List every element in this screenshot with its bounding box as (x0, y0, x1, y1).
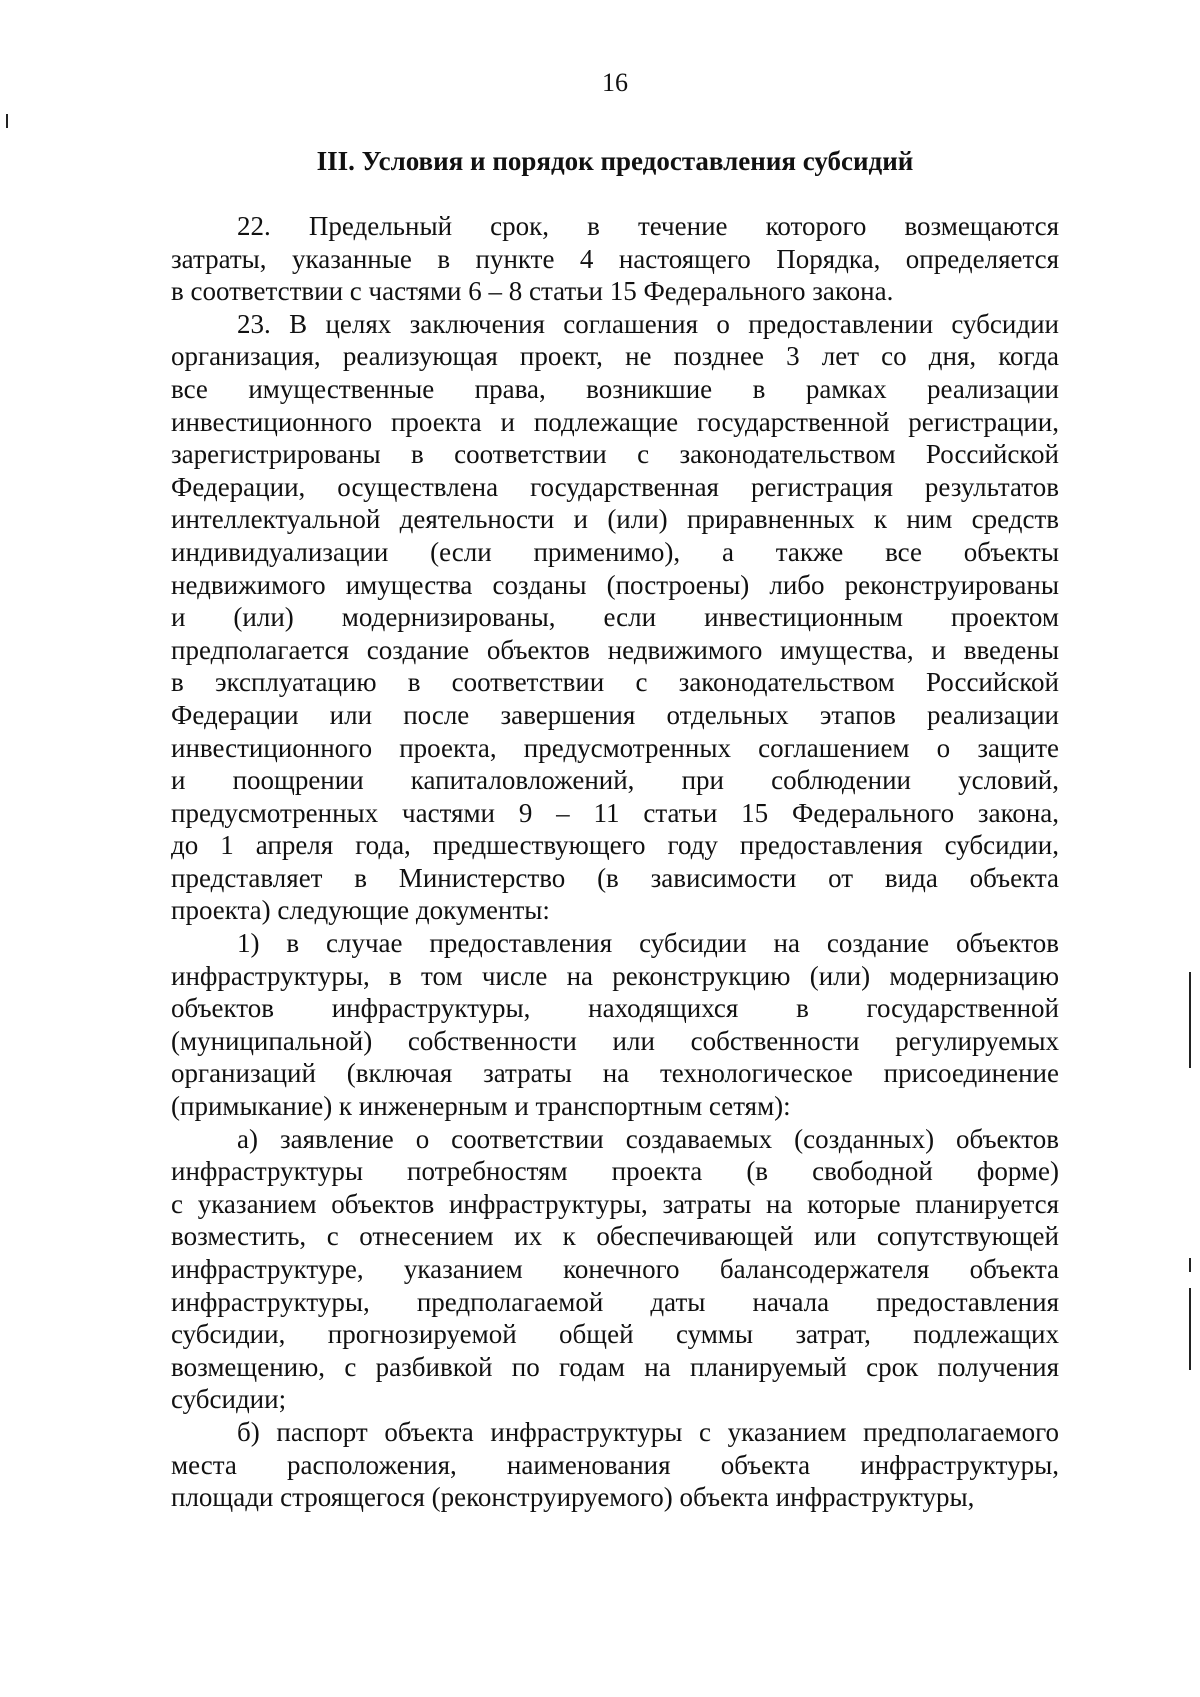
paragraph (171, 1416, 1059, 1514)
page-number: 16 (602, 68, 628, 97)
text-line: инфраструктуры потребностям проекта (в свободной форме) (171, 1156, 1059, 1187)
scan-artifact-mark (1189, 1258, 1191, 1272)
text-line: возмещению, с разбивкой по годам на планируемый срок получения (171, 1351, 1059, 1382)
text-line: инфраструктуре, указанием конечного балансодержателя объекта (171, 1254, 1059, 1284)
paragraph (171, 210, 1059, 308)
text-line: зарегистрированы в соответствии с законодательством Российской (171, 439, 1059, 470)
text-line: Федерации, осуществлена государственная регистрация результатов (171, 471, 1059, 502)
text-line: индивидуализации (если применимо), а также все объекты (171, 536, 1059, 567)
text-line: б) паспорт объекта инфраструктуры с указанием предполагаемого (237, 1416, 1059, 1447)
text-line: организация, реализующая проект, не позднее 3 лет со дня, когда (171, 341, 1059, 372)
text-line: возместить, с отнесением их к обеспечивающей или сопутствующей (171, 1221, 1059, 1252)
text-line: 23. В целях заключения соглашения о предоставлении субсидии (237, 308, 1059, 339)
text-line: все имущественные права, возникшие в рамках реализации (171, 373, 1059, 404)
text-line: площади строящегося (реконструируемого) объекта инфраструктуры, (171, 1482, 975, 1513)
text-line: 1) в случае предоставления субсидии на создание объектов (237, 928, 1059, 959)
text-line: недвижимого имущества созданы (построены) либо реконструированы (171, 569, 1059, 600)
text-line: субсидии, прогнозируемой общей суммы затрат, подлежащих (171, 1319, 1059, 1350)
text-line: (муниципальной) собственности или собственности регулируемых (171, 1025, 1059, 1056)
paragraph (171, 1123, 1059, 1416)
text-line: в соответствии с частями 6 – 8 статьи 15 Федерального закона. (171, 276, 894, 307)
text-line: инфраструктуры, предполагаемой даты начала предоставления (171, 1286, 1059, 1317)
scan-artifact-mark (1189, 1288, 1191, 1370)
paragraph (171, 927, 1059, 1123)
text-line: в эксплуатацию в соответствии с законодательством Российской (171, 667, 1059, 698)
document-body (171, 210, 1059, 1514)
text-line: инвестиционного проекта, предусмотренных соглашением о защите (171, 732, 1059, 763)
text-line: представляет в Министерство (в зависимости от вида объекта (171, 862, 1059, 893)
text-line: (примыкание) к инженерным и транспортным сетям): (171, 1091, 791, 1122)
text-line: и (или) модернизированы, если инвестиционным проектом (171, 602, 1059, 633)
text-line: с указанием объектов инфраструктуры, затраты на которые планируется (171, 1188, 1059, 1219)
text-line: 22. Предельный срок, в течение которого возмещаются (237, 211, 1059, 241)
text-line: интеллектуальной деятельности и (или) приравненных к ним средств (171, 504, 1059, 535)
text-line: предусмотренных частями 9 – 11 статьи 15 Федерального закона, (171, 797, 1059, 828)
text-line: инфраструктуры, в том числе на реконструкцию (или) модернизацию (171, 960, 1059, 991)
text-line: проекта) следующие документы: (171, 895, 550, 926)
text-line: места расположения, наименования объекта инфраструктуры, (171, 1449, 1059, 1480)
text-line: предполагается создание объектов недвижимого имущества, и введены (171, 634, 1059, 665)
text-line: а) заявление о соответствии создаваемых (созданных) объектов (237, 1123, 1059, 1154)
section-heading: III. Условия и порядок предоставления субсидий (316, 146, 914, 176)
scan-artifact-mark (6, 114, 8, 128)
text-line: затраты, указанные в пункте 4 настоящего Порядка, определяется (171, 243, 1059, 274)
text-line: Федерации или после завершения отдельных этапов реализации (171, 699, 1059, 730)
text-line: инвестиционного проекта и подлежащие государственной регистрации, (171, 406, 1059, 437)
text-line: организаций (включая затраты на технологическое присоединение (171, 1058, 1059, 1089)
scan-artifact-mark (1189, 972, 1191, 1068)
text-line: объектов инфраструктуры, находящихся в государственной (171, 993, 1059, 1024)
text-line: до 1 апреля года, предшествующего году предоставления субсидии, (171, 830, 1059, 861)
text-line: и поощрении капиталовложений, при соблюдении условий, (171, 765, 1059, 796)
text-line: субсидии; (171, 1384, 287, 1415)
paragraph (171, 308, 1059, 927)
